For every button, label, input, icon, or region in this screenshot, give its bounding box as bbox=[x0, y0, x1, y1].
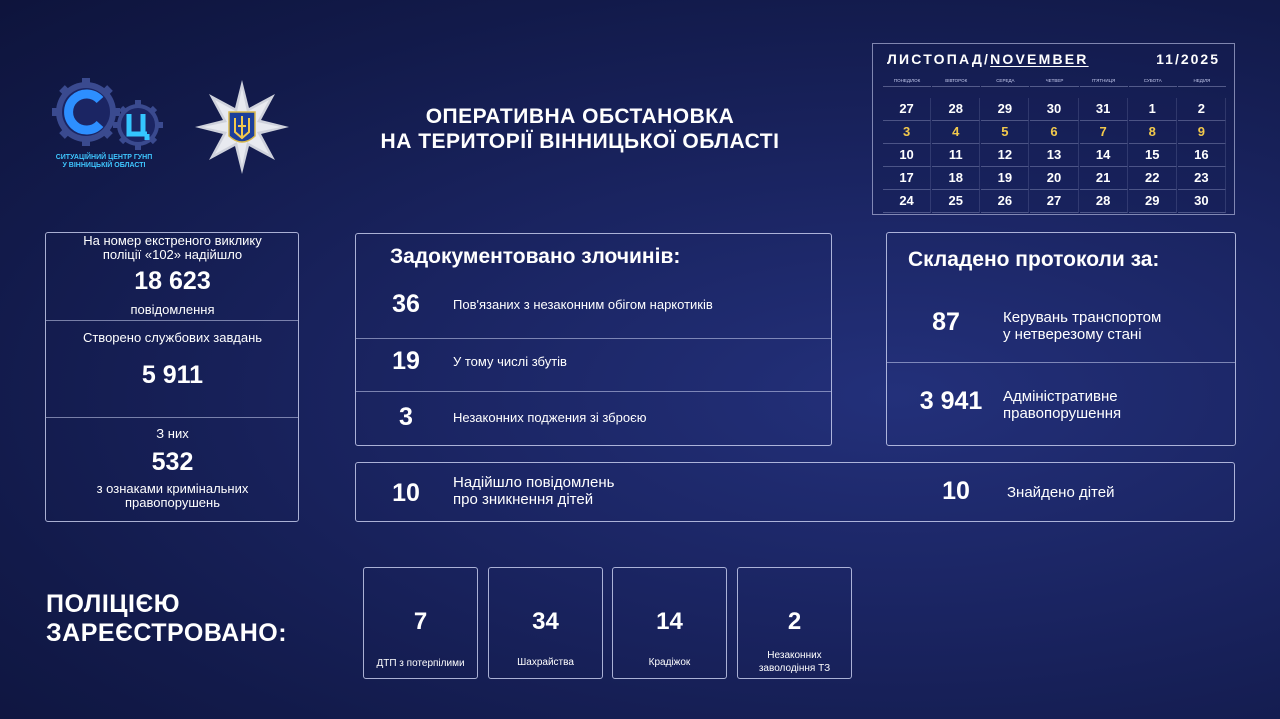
calendar-month: ЛИСТОПАД/NOVEMBER bbox=[887, 51, 1089, 67]
calls-unit: повідомлення bbox=[130, 302, 215, 317]
calendar-weekday: СУБОТА bbox=[1129, 75, 1177, 87]
registered-label: Незаконних заволодіння ТЗ bbox=[758, 650, 831, 674]
calendar-day: 2 bbox=[1178, 98, 1226, 121]
registered-card bbox=[488, 567, 603, 679]
calendar-day: 27 bbox=[883, 98, 931, 121]
calendar-day: 31 bbox=[1080, 98, 1128, 121]
children-reports-count: 10 bbox=[392, 479, 420, 507]
divider bbox=[46, 320, 298, 321]
calendar-day: 13 bbox=[1030, 144, 1078, 167]
calendar-day: 15 bbox=[1129, 144, 1177, 167]
protocol-count: 87 bbox=[932, 308, 960, 336]
calendar-day: 5 bbox=[981, 121, 1029, 144]
registered-card bbox=[737, 567, 852, 679]
calendar-day: 22 bbox=[1129, 167, 1177, 190]
calendar-day: 7 bbox=[1080, 121, 1128, 144]
calendar-day: 14 bbox=[1080, 144, 1128, 167]
calendar-day: 16 bbox=[1178, 144, 1226, 167]
crime-label: Незаконних поджения зі зброєю bbox=[453, 410, 647, 425]
calendar-day: 24 bbox=[883, 190, 931, 213]
calendar-weekday: НЕДІЛЯ bbox=[1178, 75, 1226, 87]
crimes-title: Задокументовано злочинів: bbox=[390, 245, 681, 268]
registered-title: ПОЛІЦІЄЮ ЗАРЕЄСТРОВАНО: bbox=[46, 590, 288, 647]
divider bbox=[46, 417, 298, 418]
page-title: ОПЕРАТИВНА ОБСТАНОВКА НА ТЕРИТОРІЇ ВІННИЦЬКОЇ ОБЛАСТІ bbox=[380, 105, 780, 153]
registered-label: Шахрайства bbox=[517, 657, 574, 668]
calendar-day: 28 bbox=[1080, 190, 1128, 213]
divider bbox=[356, 391, 831, 392]
children-found-label: Знайдено дітей bbox=[1007, 484, 1115, 501]
calendar-day: 17 bbox=[883, 167, 931, 190]
children-found-count: 10 bbox=[942, 477, 970, 505]
divider bbox=[887, 362, 1235, 363]
calendar-day: 8 bbox=[1129, 121, 1177, 144]
calendar-day: 25 bbox=[932, 190, 980, 213]
criminal-count: 532 bbox=[151, 448, 194, 476]
registered-count: 2 bbox=[787, 608, 802, 635]
registered-count: 7 bbox=[413, 608, 428, 635]
calendar-day: 26 bbox=[981, 190, 1029, 213]
calendar-day: 6 bbox=[1030, 121, 1078, 144]
calendar-weekday: ПОНЕДІЛОК bbox=[883, 75, 931, 87]
registered-card bbox=[363, 567, 478, 679]
crime-count: 36 bbox=[392, 290, 420, 318]
crime-label: Пов'язаних з незаконним обігом наркотиків bbox=[453, 297, 713, 312]
calendar bbox=[872, 43, 1235, 215]
calendar-day: 1 bbox=[1129, 98, 1177, 121]
calendar-day: 29 bbox=[1129, 190, 1177, 213]
calls-label: На номер екстреного виклику поліції «102» надійшло bbox=[83, 233, 262, 262]
calendar-day: 10 bbox=[883, 144, 931, 167]
calendar-day: 3 bbox=[883, 121, 931, 144]
children-reports-label: Надійшло повідомлень про зникнення дітей bbox=[453, 474, 615, 508]
criminal-desc: з ознаками кримінальних правопорушень bbox=[96, 481, 249, 510]
calendar-day: 4 bbox=[932, 121, 980, 144]
calls-count: 18 623 bbox=[134, 267, 211, 295]
crime-label: У тому числі збутів bbox=[453, 354, 567, 369]
calendar-day: 21 bbox=[1080, 167, 1128, 190]
calendar-day: 27 bbox=[1030, 190, 1078, 213]
calendar-day: 18 bbox=[932, 167, 980, 190]
protocol-label: Адміністративне правопорушення bbox=[1003, 388, 1122, 422]
calendar-day: 19 bbox=[981, 167, 1029, 190]
calendar-grid bbox=[883, 75, 1226, 213]
logo-caption: СИТУАЦІЙНИЙ ЦЕНТР ГУНП У ВІННИЦЬКІЙ ОБЛАСТІ bbox=[55, 154, 153, 169]
protocols-title: Складено протоколи за: bbox=[908, 248, 1160, 271]
registered-count: 34 bbox=[532, 608, 559, 635]
criminal-label: З них bbox=[156, 426, 189, 441]
calendar-day: 30 bbox=[1030, 98, 1078, 121]
calendar-day: 9 bbox=[1178, 121, 1226, 144]
calendar-day: 12 bbox=[981, 144, 1029, 167]
calendar-day: 28 bbox=[932, 98, 980, 121]
protocol-label: Керувань транспортом у нетверезому стані bbox=[1003, 309, 1162, 343]
tasks-label: Створено службових завдань bbox=[82, 330, 263, 345]
calendar-day: 11 bbox=[932, 144, 980, 167]
registered-label: Крадіжок bbox=[648, 657, 691, 668]
police-star-emblem bbox=[193, 78, 291, 176]
calendar-day: 29 bbox=[981, 98, 1029, 121]
calendar-year: 11/2025 bbox=[1156, 51, 1220, 67]
registered-label: ДТП з потерпілими bbox=[376, 658, 465, 669]
protocol-count: 3 941 bbox=[919, 387, 983, 415]
calendar-weekday: П'ЯТНИЦЯ bbox=[1080, 75, 1128, 87]
divider bbox=[356, 338, 831, 339]
crime-count: 19 bbox=[392, 347, 420, 375]
calendar-weekday: ЧЕТВЕР bbox=[1030, 75, 1078, 87]
crime-count: 3 bbox=[399, 403, 413, 431]
calendar-weekday: СЕРЕДА bbox=[981, 75, 1029, 87]
calendar-day: 30 bbox=[1178, 190, 1226, 213]
tasks-count: 5 911 bbox=[141, 361, 204, 389]
calendar-day: 20 bbox=[1030, 167, 1078, 190]
registered-count: 14 bbox=[656, 608, 683, 635]
calendar-weekday: ВІВТОРОК bbox=[932, 75, 980, 87]
registered-card bbox=[612, 567, 727, 679]
calendar-day: 23 bbox=[1178, 167, 1226, 190]
